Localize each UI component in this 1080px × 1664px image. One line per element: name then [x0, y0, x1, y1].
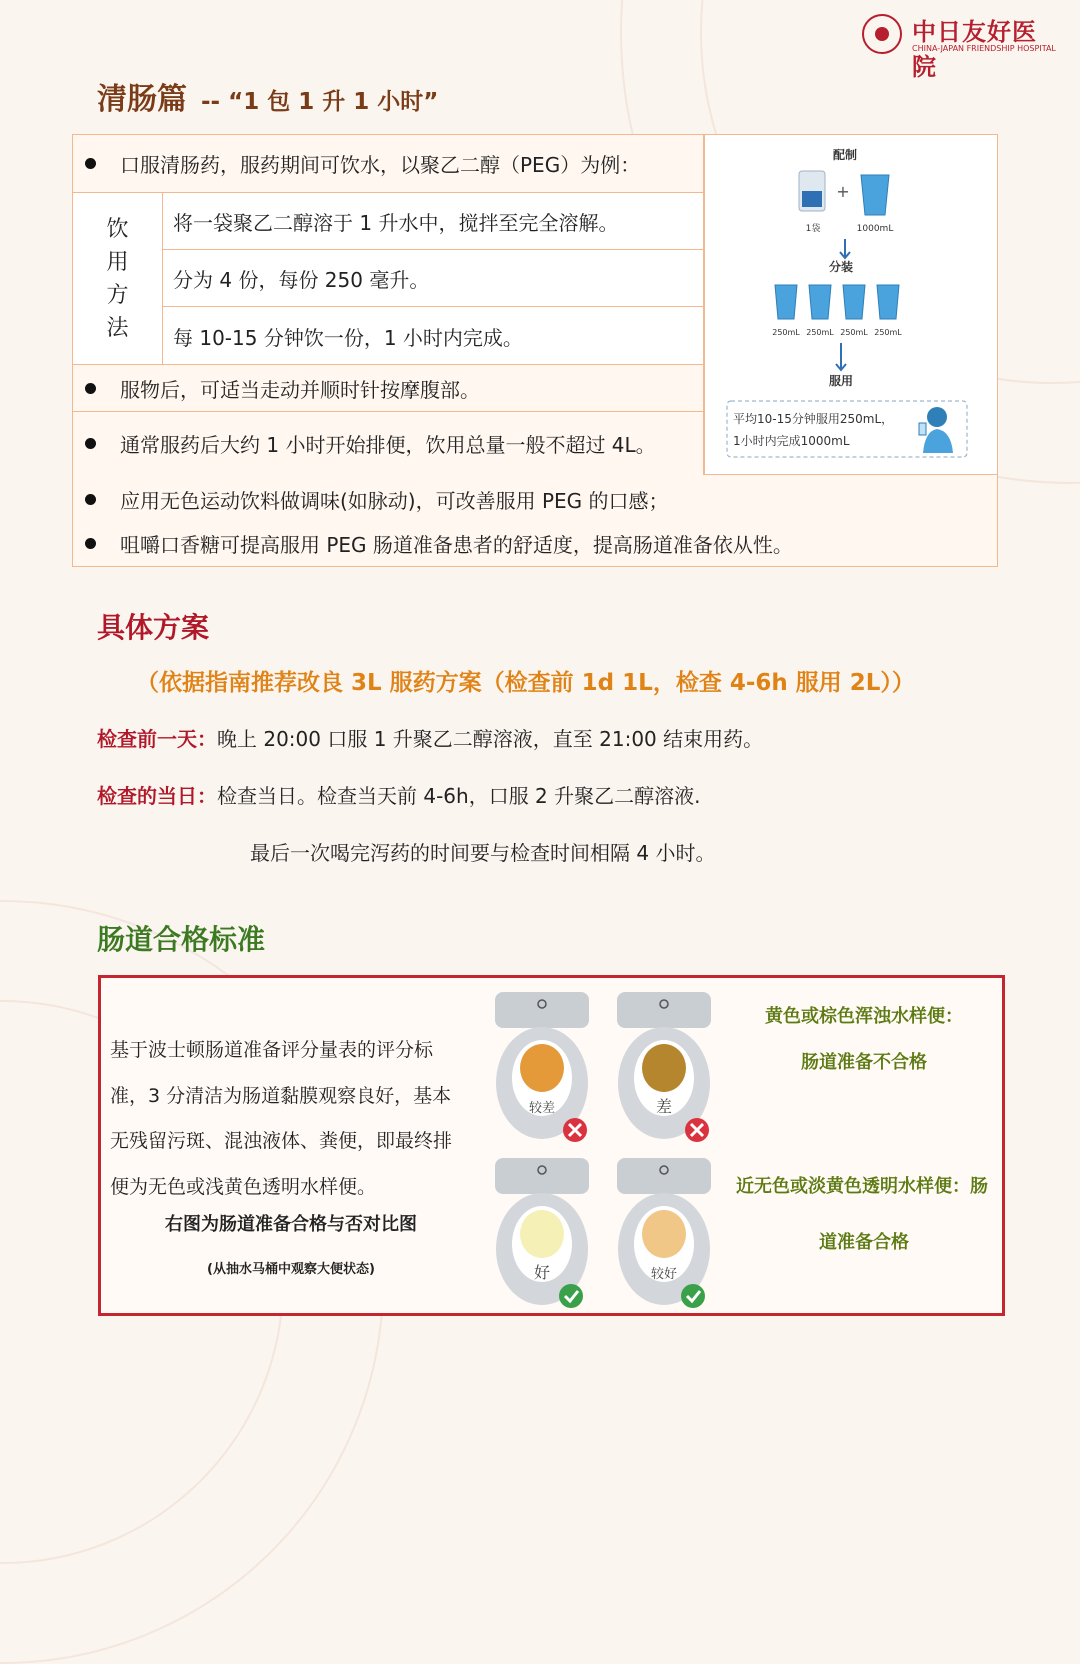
portion-label: 250mL: [874, 328, 902, 337]
section-subtitle: -- “1 包 1 升 1 小时”: [201, 89, 439, 115]
table-row-usual: [73, 412, 703, 475]
step-label-take: 服用: [828, 374, 854, 388]
bag-label: 1袋: [805, 224, 821, 234]
tip-text: 应用无色运动饮料做调味(如脉动)，可改善服用 PEG 的口感；: [120, 489, 669, 513]
usage-method-block: [73, 193, 703, 365]
plan-text: 检查当日。检查当天前 4-6h，口服 2 升聚乙二醇溶液.: [217, 784, 701, 808]
label-char: 法: [106, 315, 129, 341]
toilet-label: 较差: [528, 1101, 556, 1116]
peg-bag-icon: [799, 171, 825, 211]
section-title-bowel-cleansing: [97, 74, 438, 118]
water-cup-icon: [861, 175, 889, 215]
label-char: 方: [106, 282, 129, 308]
tip-line: [73, 522, 793, 566]
step-label-prepare: 配制: [832, 148, 858, 162]
portion-cups: [775, 285, 899, 319]
table-row-after-dose: [73, 365, 703, 412]
portion-label: 250mL: [772, 328, 800, 337]
usage-step: 每 10-15 分钟饮一份，1 小时内完成。: [173, 325, 523, 350]
stool-sample: [520, 1210, 564, 1258]
row-text: 通常服药后大约 1 小时开始排便，饮用总量一般不超过 4L。: [120, 433, 656, 457]
description-line: 基于波士顿肠道准备评分量表的评分标: [110, 1039, 434, 1061]
plus-icon: +: [836, 182, 850, 201]
arrow-down-icon: [840, 239, 850, 258]
bullet-icon: [85, 438, 96, 449]
plan-subtitle: （依据指南推荐改良 3L 服药方案（检查前 1d 1L，检查 4-6h 服用 2L））: [136, 670, 915, 696]
tip-text: 咀嚼口香糖可提高服用 PEG 肠道准备患者的舒适度，提高肠道准备依从性。: [120, 533, 793, 557]
unqualified-desc-line2: 肠道准备不合格: [801, 1052, 927, 1073]
diagram-svg: [705, 135, 997, 474]
row-text: 口服清肠药，服药期间可饮水，以聚乙二醇（PEG）为例：: [120, 153, 641, 177]
plan-last-dose-note: 最后一次喝完泻药的时间要与检查时间相隔 4 小时。: [250, 841, 716, 865]
portion-label: 250mL: [840, 328, 868, 337]
note-line: 平均10-15分钟服用250mL，: [733, 412, 894, 426]
portion-label: 250mL: [806, 328, 834, 337]
pass-icon: [681, 1284, 705, 1308]
stool-sample: [642, 1210, 686, 1258]
description-line: 便为无色或浅黄色透明水样便。: [110, 1175, 377, 1198]
description-line: 准，3 分清洁为肠道黏膜观察良好，基本: [110, 1084, 452, 1107]
unqualified-desc-line1: 黄色或棕色浑浊水样便：: [765, 1006, 963, 1027]
comparison-caption-note: (从抽水马桶中观察大便状态): [207, 1262, 375, 1277]
standard-description: [110, 1028, 480, 1210]
usage-method-label: [73, 193, 163, 364]
hospital-logo: [858, 10, 1058, 81]
peg-preparation-diagram: [705, 135, 997, 475]
stool-sample: [642, 1044, 686, 1092]
toilet-good: [487, 1154, 597, 1314]
description-line: 无残留污斑、混浊液体、粪便，即最终排: [110, 1130, 453, 1152]
plan-exam-day: [97, 780, 701, 809]
toilet-label: 好: [533, 1263, 551, 1282]
plan-day-before: [97, 723, 763, 752]
section-title-plan: 具体方案: [97, 611, 210, 644]
qualified-desc-line1: 近无色或淡黄色透明水样便：肠: [736, 1176, 988, 1197]
cleansing-table: [72, 134, 998, 567]
plan-label: 检查前一天：: [97, 727, 217, 751]
toilet-fair: [609, 1154, 719, 1314]
table-row-tips: [73, 475, 999, 568]
label-char: 用: [106, 249, 129, 275]
stool-sample: [520, 1044, 564, 1092]
toilet-label: 差: [655, 1097, 673, 1116]
water-label: 1000mL: [856, 224, 894, 234]
section-title-standard: 肠道合格标准: [97, 923, 266, 956]
toilet-label: 较好: [650, 1267, 678, 1282]
comparison-caption: 右图为肠道准备合格与否对比图: [165, 1214, 417, 1235]
plan-text: 晚上 20:00 口服 1 升聚乙二醇溶液，直至 21:00 结束用药。: [217, 727, 764, 751]
tip-line: [73, 478, 669, 522]
bullet-icon: [85, 538, 96, 549]
bullet-icon: [85, 383, 96, 394]
plan-label: 检查的当日：: [97, 784, 217, 808]
row-text: 服物后，可适当走动并顺时针按摩腹部。: [120, 377, 480, 402]
person-drinking-icon: [919, 407, 953, 453]
fail-icon: [685, 1118, 709, 1142]
pass-icon: [559, 1284, 583, 1308]
hospital-name: 中日友好医院: [912, 17, 1037, 81]
hospital-emblem-icon: [862, 14, 902, 54]
step-label-split: 分装: [828, 260, 854, 274]
toilet-bad: [609, 988, 719, 1148]
usage-step: 分为 4 份，每份 250 毫升。: [163, 250, 703, 307]
label-char: 饮: [106, 216, 129, 242]
fail-icon: [563, 1118, 587, 1142]
section-title-text: 清肠篇: [97, 82, 187, 117]
bullet-icon: [85, 158, 96, 169]
qualified-desc-line2: 道准备合格: [819, 1232, 909, 1253]
usage-step: 将一袋聚乙二醇溶于 1 升水中，搅拌至完全溶解。: [163, 193, 703, 250]
hospital-name-en: CHINA-JAPAN FRIENDSHIP HOSPITAL: [912, 44, 1056, 53]
note-line: 1小时内完成1000mL: [733, 434, 850, 448]
standard-box: [98, 975, 1005, 1316]
table-row-intro: [73, 135, 703, 193]
arrow-down-icon: [836, 343, 846, 370]
bullet-icon: [85, 494, 96, 505]
toilet-poor: [487, 988, 597, 1148]
